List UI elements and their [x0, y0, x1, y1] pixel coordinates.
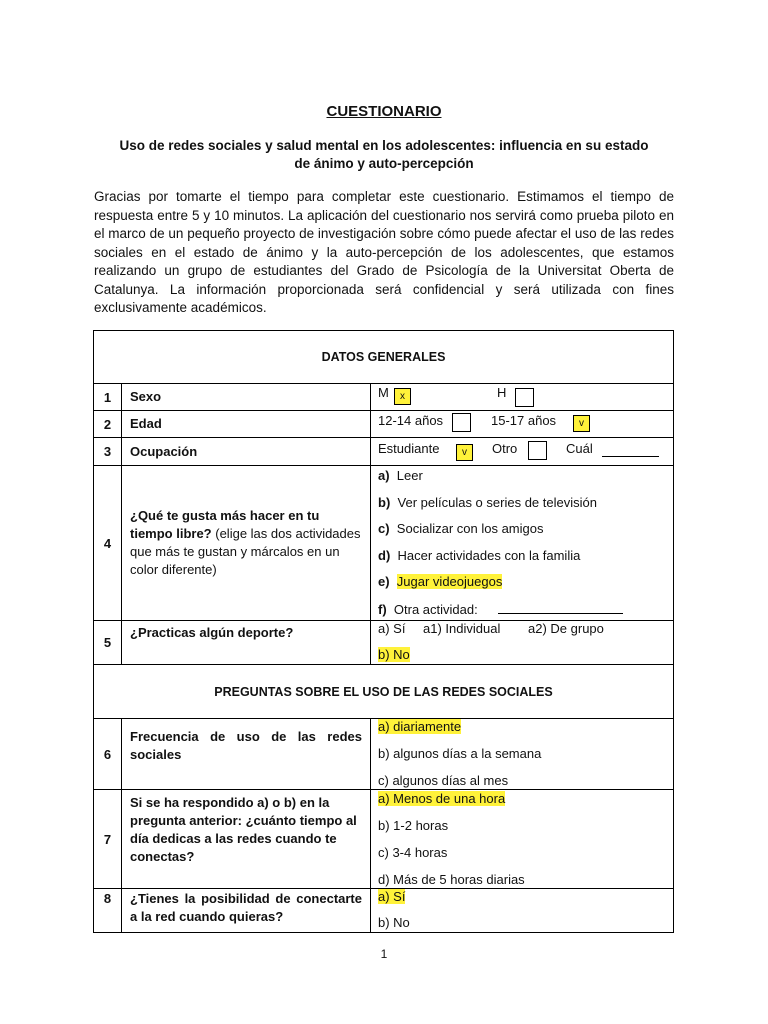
option-yes: a) Sí [378, 621, 406, 636]
question-number: 7 [93, 789, 122, 889]
answer-cell [370, 383, 674, 411]
option-group: a2) De grupo [528, 621, 604, 636]
list-item: e) Jugar videojuegos [378, 574, 503, 589]
list-item: c) 3-4 horas [378, 845, 448, 860]
question-cell [121, 465, 371, 621]
question-note: (elige las dos actividades que más te gustan y márcalos en un color diferente) [130, 526, 361, 577]
option-cual: Cuál [566, 441, 593, 456]
option-individual: a1) Individual [423, 621, 501, 636]
option-age-12-14: 12-14 años [378, 413, 444, 428]
section-title: PREGUNTAS SOBRE EL USO DE LAS REDES SOCIALES [214, 684, 553, 699]
section-header-social [93, 664, 674, 719]
question-label: Edad [121, 410, 371, 438]
list-item: b) algunos días a la semana [378, 746, 542, 761]
table-row-q4 [93, 465, 674, 621]
question-number: 3 [93, 437, 122, 466]
checkbox-age-15-17[interactable]: v [573, 415, 590, 432]
question-number: 1 [93, 383, 122, 411]
question-number: 5 [93, 620, 122, 665]
list-item: f) Otra actividad: [378, 601, 623, 617]
option-m-label: M [378, 385, 389, 400]
list-item: b) 1-2 horas [378, 818, 449, 833]
answer-cell [370, 620, 674, 665]
list-item: b) No [378, 915, 410, 930]
list-item: d) Hacer actividades con la familia [378, 548, 581, 563]
list-item: d) Más de 5 horas diarias [378, 872, 525, 887]
document-title: CUESTIONARIO [326, 103, 442, 120]
question-label: ¿Tienes la posibilidad de conectarte a la red cuando quieras? [121, 888, 371, 933]
question-label: Frecuencia de uso de las redes sociales [121, 718, 371, 790]
checkbox-h[interactable] [515, 388, 534, 407]
answer-cell [370, 437, 674, 466]
table-row-q5 [93, 620, 674, 665]
list-item: a) Menos de una hora [378, 791, 506, 806]
question-number: 6 [93, 718, 122, 790]
list-item: c) algunos días al mes [378, 773, 509, 788]
section-header-general [93, 330, 674, 384]
question-label: ¿Qué te gusta más hacer en tu tiempo libre? [130, 508, 320, 541]
option-estudiante: Estudiante [378, 441, 440, 456]
option-otro: Otro [492, 441, 518, 456]
list-item: c) Socializar con los amigos [378, 521, 544, 536]
checkbox-m[interactable]: x [394, 388, 411, 405]
checkbox-age-12-14[interactable] [452, 413, 471, 432]
page-number: 1 [380, 947, 388, 961]
question-number: 4 [93, 465, 122, 621]
checkbox-estudiante[interactable]: v [456, 444, 473, 461]
intro-paragraph: Gracias por tomarte el tiempo para completar este cuestionario. Estimamos el tiempo de respuesta entre 5 y 10 minutos. La aplicación del cuestionario nos servirá como prueba piloto en el marco de un pequeño proyecto de investigación sobre cómo puede afectar el uso de las redes sociales en el estado de ánimo y la auto-percepción de los adolescentes, que estamos realizando un grupo de estudiantes del Grado de Psicología de la Universitat Oberta de Catalunya. La información proporcionada será confidencial y será utilizada con fines exclusivamente académicos. [94, 189, 674, 315]
highlighted-answer: Jugar videojuegos [396, 574, 503, 589]
table-row-q8 [93, 888, 674, 933]
option-age-15-17: 15-17 años [491, 413, 557, 428]
table-row-q3 [93, 437, 674, 466]
question-number: 2 [93, 410, 122, 438]
question-number: 8 [93, 888, 122, 933]
answer-cell [370, 718, 674, 790]
option-no-highlighted: b) No [378, 647, 410, 662]
list-item: b) Ver películas o series de televisión [378, 495, 597, 510]
list-item: a) diariamente [378, 719, 462, 734]
cual-blank-line[interactable] [602, 442, 659, 457]
table-row-q2 [93, 410, 674, 438]
table-row-q6 [93, 718, 674, 790]
table-row-q1 [93, 383, 674, 411]
question-label: ¿Practicas algún deporte? [121, 620, 371, 665]
list-item: a) Leer [378, 468, 423, 483]
table-row-q7 [93, 789, 674, 889]
question-label: Sexo [121, 383, 371, 411]
checkbox-otro[interactable] [528, 441, 547, 460]
question-label: Si se ha respondido a) o b) en la pregunta anterior: ¿cuánto tiempo al día dedicas a las redes cuando te conectas? [121, 789, 371, 889]
question-label: Ocupación [121, 437, 371, 466]
answer-cell [370, 888, 674, 933]
other-activity-blank[interactable] [498, 601, 623, 614]
list-item: a) Sí [378, 889, 406, 904]
option-h-label: H [497, 385, 507, 400]
answer-cell [370, 410, 674, 438]
answer-cell [370, 465, 674, 621]
document-subtitle: Uso de redes sociales y salud mental en los adolescentes: influencia en su estado de ánimo y auto-percepción [119, 138, 649, 171]
section-title: DATOS GENERALES [321, 350, 446, 364]
answer-cell [370, 789, 674, 889]
